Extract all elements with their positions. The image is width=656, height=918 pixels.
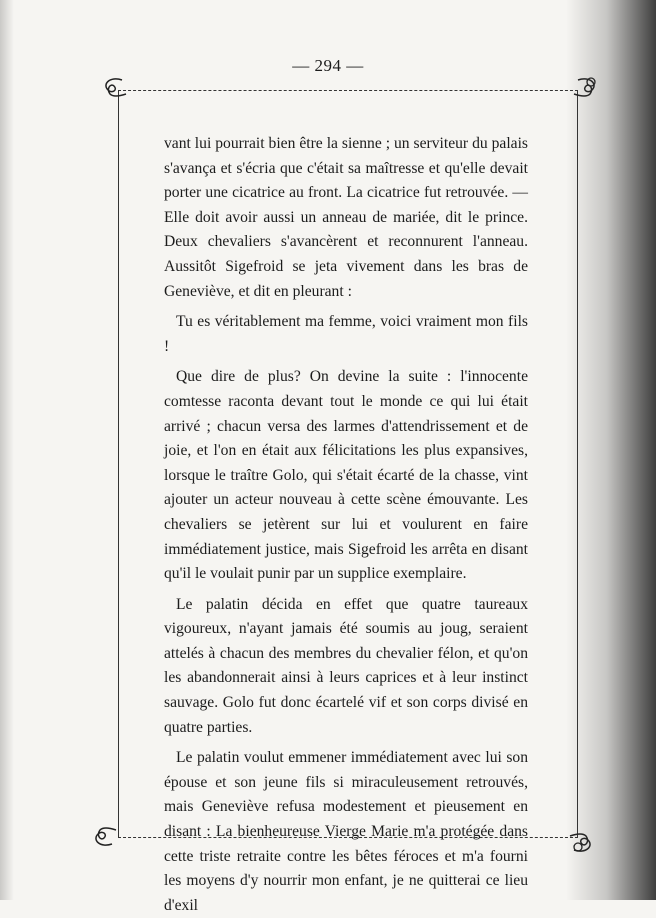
scan-left-edge-shadow: [0, 0, 14, 900]
paragraph: Que dire de plus? On devine la suite : l'innocente comtesse raconta devant tout le monde ce qui lui était arrivé ; chacun versa des larmes d'attendrissement et de joie, et l'on en était aux félicitations les plus expansives, lorsque le traître Golo, qui s'était écarté de la chasse, vint ajouter un acteur nouveau à cette scène émouvante. Les chevaliers se jetèrent sur lui et voulurent en faire immédiatement justice, mais Sigefroid les arrêta en disant qu'il le voulait punir par un supplice exemplaire.: [164, 368, 528, 583]
corner-ornament-icon: [572, 76, 600, 98]
paragraph: Le palatin décida en effet que quatre taureaux vigoureux, n'ayant jamais été soumis au joug, seraient attelés à chacun des membres du chevalier félon, et qu'on les abandonnerait ainsi à leurs caprices et à leur instinct sauvage. Golo fut donc écartelé vif et son corps divisé en quatre parties.: [164, 595, 528, 736]
corner-ornament-icon: [568, 832, 596, 854]
paragraph: Tu es véritablement ma femme, voici vraiment mon fils !: [164, 313, 528, 355]
paragraph: Le palatin voulut emmener immédiatement avec lui son épouse et son jeune fils si miraculeusement retrouvés, mais Geneviève refusa modestement et pieusement en disant : La bienheureuse Vierge Marie m'a protégée dans cette triste retraite contre les bêtes féroces et m'a fourni les moyens d'y nourrir mon enfant, je ne quitterai ce lieu d'exil: [164, 749, 528, 914]
page-number: — 294 —: [292, 56, 364, 75]
paragraph: vant lui pourrait bien être la sienne ; un serviteur du palais s'avança et s'écria que c'était sa maîtresse et qu'elle devait porter une cicatrice au front. La cicatrice fut retrouvée. — Elle doit avoir aussi un anneau de mariée, dit le prince. Deux chevaliers s'avancèrent et reconnurent l'anneau. Aussitôt Sigefroid se jeta vivement dans les bras de Geneviève, et dit en pleurant :: [164, 135, 528, 300]
corner-ornament-icon: [100, 76, 128, 98]
corner-ornament-icon: [90, 826, 118, 848]
scan-gutter-shadow: [566, 0, 656, 900]
page-body-text: [164, 132, 528, 918]
